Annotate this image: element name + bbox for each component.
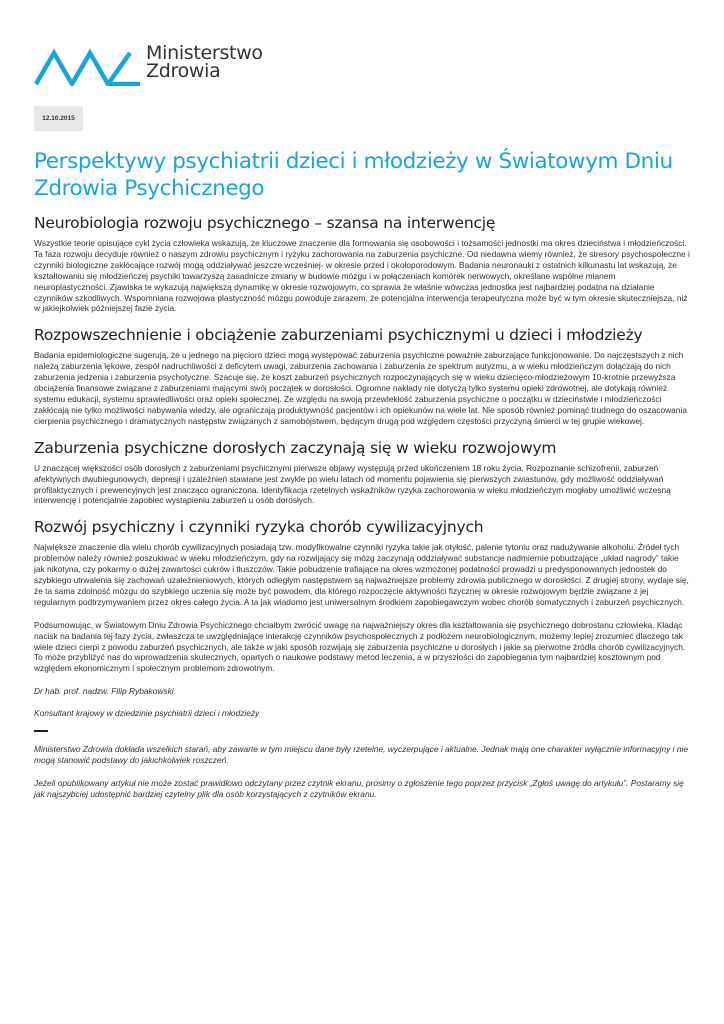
logo-line-2: Zdrowia [146, 60, 221, 82]
section-paragraph: Największe znaczenie dla wielu chorób cywilizacyjnych posiadają tzw. modyfikowalne czynniki ryzyka takie jak otyłość, palenie tytoniu oraz nadużywanie alkoholu. Źródeł tych problemów należy również poszukiwać w wieku młodzieńczym, gdy na rozwijający się mózg zaczynają oddziaływać substancje nadmiernie pobudzające „układ nagrody” takie jak nikotyna, czy pokarmy o dużej zawartości cukrów i tłuszczów. Takie pobudzenie trafiające na okres wzmożonej podatności prowadzi u predysponowanych jednostek do szybkiego utrwalenia się zachowań uzależnieniowych, których odległym następstwem są najważniejsze problemy zdrowia publicznego w dorosłości. Z drugiej strony, wydaje się, że ta sama zdolność mózgu do szybkiego uczenia się może być powodem, dla którego rozpoczęcie aktywności fizycznej w okresie rozwojowym będzie związane z jej regularnym podtrzymywaniem przez okres całego życia. A ta jak wiadomo jest uniwersalnym środkiem zapobiegawczym wobec chorób somatycznych i zaburzeń psychicznych. [34, 542, 689, 607]
footer-accessibility-note: Jeżeli opublikowany artykuł nie może zostać prawidłowo odczytany przez czytnik ekranu, prosimy o zgłoszenie tego poprzez przycisk „Zgłoś uwagę do artykułu”. Postaramy się jak najszybciej udostępnić bardziej czytelny plik dla osób korzystających z czytników ekranu. [34, 777, 684, 799]
section-heading: Neurobiologia rozwoju psychicznego – szansa na interwencję [34, 214, 496, 232]
page-title: Perspektywy psychiatrii dzieci i młodzieży w Światowym Dniu Zdrowia Psychicznego [34, 149, 673, 201]
article-body [34, 214, 690, 812]
section-heading: Rozpowszechnienie i obciążenie zaburzeniami psychicznymi u dzieci i młodzieży [34, 326, 643, 345]
logo-mark-icon [34, 48, 142, 86]
logo-line-1: Ministerstwo [146, 42, 263, 64]
footer-disclaimer: Ministerstwo Zdrowia dokłada wszelkich starań, aby zawarte w tym miejscu dane były rzetelne, wyczerpujące i aktualne. Jednak mają one charakter wyłącznie informacyjny i nie mogą stanowić podstawy do jakichkolwiek roszczeń. [34, 744, 688, 765]
author-name: Dr hab. prof. nadzw. Filip Rybakowski [34, 686, 174, 697]
section-heading: Zaburzenia psychiczne dorosłych zaczynają się w wieku rozwojowym [34, 438, 557, 457]
publication-date: 12.10.2015 [34, 106, 83, 131]
summary-paragraph: Podsumowując, w Światowym Dniu Zdrowia Psychicznego chciałbym zwrócić uwagę na najważniejszy okres dla kształtowania się psychicznego dobrostanu człowieka. Kładąc nacisk na badania tej fazy życia, zwłaszcza te uwzględniające interakcję czynników psychospołecznych z podłożem neurobiologicznym, możemy lepiej zrozumieć dlaczego tak wiele dzieci cierpi z powodu zaburzeń psychicznych, ale także w jaki sposób rozwijają się zaburzenia psychiczne u dorosłych i jakie są pierwotne źródła chorób cywilizacyjnych. To może przybliżyć nas do wprowadzenia skutecznych, opartych o naukowe podstawy metod leczenia, a w przyszłości do zapobiegania tym najbardziej kosztownym pod względem ekonomicznym i społecznym problemom zdrowotnym. [34, 619, 686, 674]
section-paragraph: Badania epidemiologiczne sugerują, że u jednego na pięcioro dzieci mogą występować zaburzenia psychiczne poważnie zaburzające funkcjonowanie. Do najczęstszych z nich należą zaburzenia lękowe, zespół nadruchliwości z deficytem uwagi, zaburzenia zachowania i zaburzenia ze spektrum autyzmu, a w wieku młodzieńczym dołączają do nich zaburzenia jedzenia i zaburzenia psychotyczne. Szacuje się, że koszt zaburzeń psychicznych rozpoczynających się w wieku dziecięco-młodzieżowym 10-krotnie przewyższa obciążenia finansowe związane z zaburzeniami mającymi swój początek w dorosłości. Ogromne nakłady nie dotyczą tylko systemu opieki zdrowotnej, ale dotykają również systemu edukacji, systemu sprawiedliwości oraz opieki społecznej. Ze względu na swoją przewlekłość zaburzenia psychiczne o początku w dzieciństwie i młodzieńczości zakłócają nie tylko możliwości nabywania wiedzy, ale ograniczają produktywność pacjentów i ich opiekunów na wiele lat. Nie sposób również pominąć trudnego do oszacowania cierpienia psychicznego i dramatycznych następstw związanych z samobójstwem, będącym drugą pod względem częstości przyczyną śmierci w tej grupie wiekowej. [34, 350, 687, 426]
section-heading: Rozwój psychiczny i czynniki ryzyka chorób cywilizacyjnych [34, 518, 484, 537]
section-paragraph: U znaczącej większości osób dorosłych z zaburzeniami psychicznymi pierwsze objawy występują przed ukończeniem 18 roku życia. Rozpoznanie schizofrenii, zaburzeń afektywnych dwubiegunowych, depresji i uzależnień stawiane jest zwykle po wielu latach od momentu pojawienia się pierwszych zwiastunów, gdy możliwość oddziaływań profilaktycznych i prewencyjnych jest znacząco ograniczona. Identyfikacja rzetelnych wskaźników ryzyka zachorowania w wieku młodzieńczym mogłaby umożliwić wczesną interwencję i potencjalnie zapobiec wystąpieniu zaburzeń u osób dorosłych. [34, 462, 671, 506]
section-paragraph: Wszystkie teorie opisujące cykl życia człowieka wskazują, że kluczowe znaczenie dla formowania się osobowości i tożsamości jednostki ma okres dzieciństwa i młodzieńczości. Ta faza rozwoju decyduje również o naszym zdrowiu psychicznym i ryzyku zachorowania na zaburzenia psychiczne. Od niedawna wiemy również, że stresory psychospołeczne i czynniki biologiczne zakłócające rozwój mogą oddziaływać jeszcze wcześniej- w okresie przed i okołoporodowym. Badania neuronauki z ostatnich kilkunastu lat wskazują, że kształtowaniu się młodzieńczej psychiki towarzyszą zasadnicze zmiany w budowie mózgu i w połączeniach komórek nerwowych, określane wspólne mianem neuroplastyczności. Zjawiska te wykazują największą dynamikę w okresie rozwojowym, co sprawia że właśnie wówczas jednostka jest najbardziej podatna na działanie czynników szkodliwych. Wspomniana rozwojowa plastyczność mózgu powoduje zarazem, że potencjalna interwencja terapeutyczna może być w tym okresie skuteczniejsza, niż w jakiejkolwiek późniejszej fazie życia. [34, 238, 690, 314]
logo-text [146, 44, 263, 80]
ministry-logo[interactable] [34, 44, 274, 88]
footer-divider [34, 730, 48, 732]
author-role: Konsultant krajowy w dziedzinie psychiatrii dzieci i młodzieży [34, 708, 260, 719]
